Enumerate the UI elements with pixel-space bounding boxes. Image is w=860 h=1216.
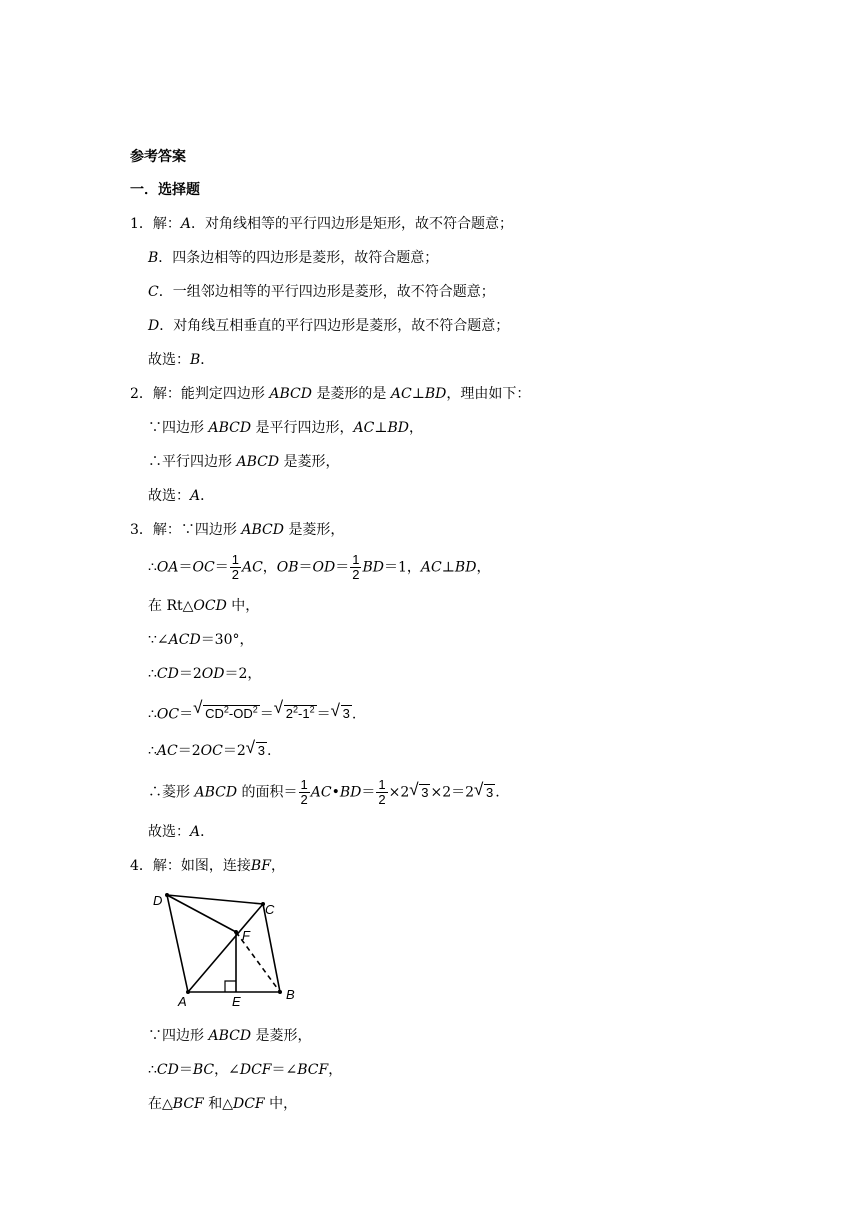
q1-answer: 故选：B． bbox=[148, 352, 215, 368]
q4-line-4: 在△BCF 和△DCF 中， bbox=[148, 1096, 298, 1112]
sqrt-expression: √ $CD^2-OD^2$ bbox=[193, 700, 260, 724]
q3-line-7: ∴AC＝2OC＝2√ 3 . bbox=[148, 740, 271, 761]
fraction-half: $\frac{1}{2}$ bbox=[231, 552, 239, 582]
q2-line-1: 2．解：能判定四边形 ABCD 是菱形的是 AC⊥BD，理由如下： bbox=[130, 386, 531, 402]
q3-line-1: 3．解：∵四边形 ABCD 是菱形， bbox=[130, 522, 345, 538]
sqrt-expression: √ $2^2-1^2$ bbox=[274, 700, 317, 724]
right-angle-mark bbox=[225, 981, 236, 992]
q2-answer: 故选：A． bbox=[148, 488, 215, 504]
label-e: E bbox=[232, 994, 241, 1009]
q2-line-3: ∴平行四边形 ABCD 是菱形， bbox=[148, 454, 340, 470]
q2-line-2: ∵四边形 ABCD 是平行四边形，AC⊥BD， bbox=[148, 420, 424, 436]
q4-line-3: ∴CD＝BC，∠DCF＝∠BCF， bbox=[148, 1062, 343, 1078]
q3-line-5: ∴CD＝2OD＝2， bbox=[148, 666, 262, 682]
q1-line-2: B．四条边相等的四边形是菱形，故符合题意； bbox=[148, 250, 439, 266]
label-d: D bbox=[153, 893, 163, 908]
sqrt-three: √ 3 bbox=[474, 782, 495, 803]
q3-line-3: 在 Rt△OCD 中， bbox=[148, 598, 260, 614]
sqrt-three: √ 3 bbox=[331, 703, 352, 724]
sqrt-three: √ 3 bbox=[409, 782, 430, 803]
q1-line-3: C．一组邻边相等的平行四边形是菱形，故不符合题意； bbox=[148, 284, 495, 300]
q1-line-1: 1．解：A．对角线相等的平行四边形是矩形，故不符合题意； bbox=[130, 216, 514, 232]
fraction-half: $\frac{1}{2}$ bbox=[378, 777, 386, 807]
q4-line-1: 4．解：如图，连接BF， bbox=[130, 858, 285, 874]
label-b: B bbox=[286, 987, 295, 1002]
label-c: C bbox=[265, 902, 275, 917]
answer-heading: 参考答案 bbox=[130, 149, 186, 165]
q3-line-8: ∴菱形 ABCD 的面积＝ $\frac{1}{2}$ AC•BD＝ $\frac{1}{2}$ ×2√ 3 ×2＝2√ 3 . bbox=[148, 778, 500, 807]
q1-line-4: D．对角线互相垂直的平行四边形是菱形，故不符合题意； bbox=[148, 318, 510, 334]
label-a: A bbox=[178, 994, 187, 1009]
label-f: F bbox=[242, 928, 250, 943]
sqrt-three: √ 3 bbox=[246, 740, 267, 761]
rhombus-figure bbox=[145, 885, 315, 1010]
fraction-half: $\frac{1}{2}$ bbox=[352, 552, 360, 582]
q4-line-2: ∵四边形 ABCD 是菱形， bbox=[148, 1028, 312, 1044]
fraction-half: $\frac{1}{2}$ bbox=[300, 777, 308, 807]
diagonal-ac bbox=[188, 904, 263, 992]
q3-line-2: ∴OA＝OC＝ $\frac{1}{2}$ AC，OB＝OD＝ $\frac{1}{2}$ BD＝1，AC⊥BD， bbox=[148, 552, 491, 582]
q3-answer: 故选：A． bbox=[148, 824, 215, 840]
q3-line-4: ∵∠ACD＝30°， bbox=[148, 632, 254, 648]
q3-line-6: ∴OC＝√ $CD^2-OD^2$ ＝√ $2^2-1^2$ ＝√ 3 . bbox=[148, 700, 356, 724]
section-title: 一．选择题 bbox=[130, 182, 200, 198]
rhombus-outline bbox=[167, 895, 280, 992]
